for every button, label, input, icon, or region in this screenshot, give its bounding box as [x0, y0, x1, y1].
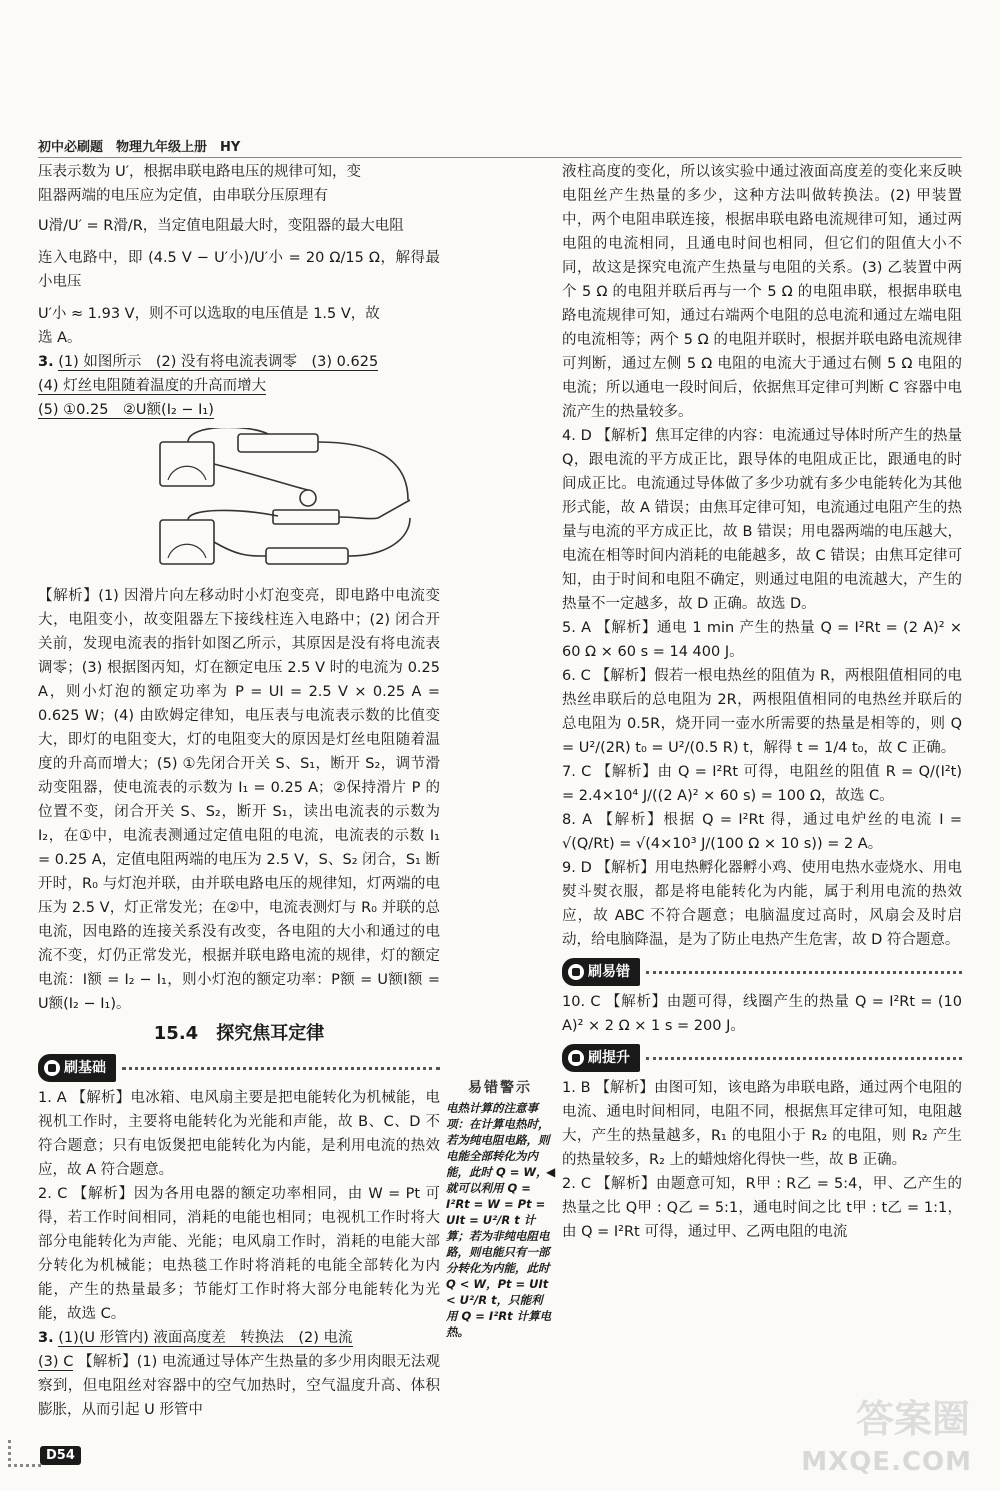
intro-line-1: 压表示数为 U′，根据串联电路电压的规律可知，变 [38, 164, 362, 180]
circuit-diagram-svg [148, 428, 448, 578]
intro-line-4: 连入电路中，即 (4.5 V − U′小)/U′小 = 20 Ω/15 Ω，解得最小电压 [38, 250, 440, 290]
q7: 7. C 【解析】由 Q = I²Rt 可得，电阻丝的阻值 R = Q/(I²t) = 2.4×10⁴ J/((2 A)² × 60 s) = 100 Ω，故选 C。 [562, 764, 962, 804]
up-q2: 2. C 【解析】由题意可知，R甲 : R乙 = 5:4，甲、乙产生的热量之比 Q甲 : Q乙 = 5:1，通电时间之比 t甲 : t乙 = 1:1，由 Q = I²Rt 可得，通过甲、乙两电阻的电流 [562, 1176, 962, 1240]
q3-continued: 液柱高度的变化，所以该实验中通过液面高度差的变化来反映电阻丝产生热量的多少，这种方法叫做转换法。(2) 甲装置中，两个电阻串联连接，根据串联电路电流规律可知，通过两电阻的电流相同，且通电时间也相同，但它们的阻值大小不同，故这是探究电流产生热量与电阻的关系。(3) 乙装置中两个 5 Ω 的电阻并联后再与一个 5 Ω 的电阻串联，根据串联电路电流规律可知，通过右端两个电阻的总电流和通过左端电阻的电流相等；两个 5 Ω 的电阻并联时，根据并联电路电流规律可判断，通过左侧 5 Ω 电阻的电流大于通过右侧 5 Ω 电阻的电流；所以通电一段时间后，依据焦耳定律可判断 C 容器中电流产生的热量较多。 [562, 164, 962, 420]
badge-error-row [562, 958, 962, 986]
header-divider [38, 157, 962, 158]
left-column [38, 160, 440, 1422]
basic-q3-number: 3. [38, 1330, 54, 1346]
q3-answer-line-3: (5) ①0.25 ②U额(I₂ − I₁) [38, 402, 214, 418]
brush-icon [568, 964, 584, 980]
bulb-icon [300, 490, 316, 506]
badge-basic-row [38, 1054, 440, 1082]
q3-answer-line-2: (4) 灯丝电阻随着温度的升高而增大 [38, 378, 267, 394]
corner-dots [8, 1440, 41, 1467]
q4: 4. D 【解析】焦耳定律的内容：电流通过导体时所产生的热量 Q，跟电流的平方成正比，跟导体的电阻成正比，跟通电的时间成正比。电流通过导体做了多少功就有多少电能转化为其他形式能，故 A 错误；由焦耳定律可知，电流通过电阻产生的热量与电流的平方成正比，故 B 错误；用电器两端的电压越大，电流在相等时间内消耗的电能越多，故 C 错误；由焦耳定律可知，由于时间和电阻不确定，则通过电阻的电流越大，产生的热量不一定越多，故 D 正确。故选 D。 [562, 428, 962, 612]
q5: 5. A 【解析】通电 1 min 产生的热量 Q = I²Rt = (2 A)² × 60 Ω × 60 s = 14 400 J。 [562, 620, 962, 660]
q8: 8. A 【解析】根据 Q = I²Rt 得，通过电炉丝的电流 I = √(Q/Rt) = √(4×10³ J/(100 Ω × 10 s)) = 2 A。 [562, 812, 962, 852]
battery-icon [238, 434, 318, 452]
up-q1: 1. B 【解析】由图可知，该电路为串联电路，通过两个电阻的电流、通电时间相同，电阻不同，根据焦耳定律可知，电阻越大，产生的热量越多，R₁ 的电阻小于 R₂ 的电阻，则 R₂ 产生的热量较多，R₂ 上的蜡烛熔化得快一些，故 B 正确。 [562, 1080, 962, 1168]
basic-q1: 1. A 【解析】电冰箱、电风扇主要是把电能转化为机械能，电视机工作时，主要将电能转化为光能和声能，故 B、C、D 不符合题意；只有电饭煲把电能转化为内能，是利用电流的热效应，故 A 符合题意。 [38, 1090, 440, 1178]
q3-number: 3. [38, 354, 54, 370]
tip-title: 易错警示 [468, 1080, 532, 1096]
badge-up [562, 1044, 640, 1072]
q10: 10. C 【解析】由题可得，线圈产生的热量 Q = I²Rt = (10 A)² × 2 Ω × 1 s = 200 J。 [562, 994, 962, 1034]
intro-line-6: 选 A。 [38, 330, 82, 346]
dotted-divider [122, 1067, 440, 1070]
switch-icon [378, 500, 410, 518]
arrow-left-icon: ◀ [546, 1165, 556, 1179]
q3-answer-line-1: (1) 如图所示 (2) 没有将电流表调零 (3) 0.625 [58, 354, 379, 370]
basic-q2: 2. C 【解析】因为各用电器的额定功率相同，由 W = Pt 可得，若工作时间相同，消耗的电能也相同；电视机工作时将大部分电能转化为声能、光能；电风扇工作时，消耗的电能大部分转化为机械能；电热毯工作时将消耗的电能全部转化为内能，产生的热量最多；节能灯工作时将大部分电能转化为光能，故选 C。 [38, 1186, 440, 1322]
watermark-logo: 答案圈 [855, 1397, 970, 1441]
badge-error-label: 刷易错 [588, 964, 630, 980]
basic-q3 [38, 1326, 440, 1422]
q9: 9. D 【解析】用电热孵化器孵小鸡、使用电热水壶烧水、用电熨斗熨衣服，都是将电能转化为内能，属于利用电流的热效应，故 ABC 不符合题意；电脑温度过高时，风扇会及时启动，给电脑降温，是为了防止电热产生危害，故 D 符合题意。 [562, 860, 962, 948]
dotted-divider [646, 971, 962, 974]
q3-analysis: 【解析】(1) 因滑片向左移动时小灯泡变亮，即电路中电流变大，电阻变小，故变阻器左下接线柱连入电路中；(2) 闭合开关前，发现电流表的指针如图乙所示，其原因是没有将电流表调零；(3) 根据图丙知，灯在额定电压 2.5 V 时的电流为 0.25 A，则小灯泡的额定功率为 P = UI = 2.5 V × 0.25 A = 0.625 W；(4) 由欧姆定律知，电压表与电流表示数的比值变大，即灯的电阻变大，灯的电阻变大的原因是灯丝电阻随着温度的升高而增大；(5) ①先闭合开关 S、S₁，断开 S₂，调节滑动变阻器，使电流表的示数为 I₁ = 0.25 A；②保持滑片 P 的位置不变，闭合开关 S、S₂，断开 S₁，读出电流表的示数为 I₂，在①中，电流表测通过定值电阻的电流，电流表的示数 I₁ = 0.25 A，定值电阻两端的电压为 2.5 V，S、S₂ 闭合，S₁ 断开时，R₀ 与灯泡并联，由并联电路电压的规律知，灯两端的电压为 2.5 V，灯正常发光；在②中，电流表测灯与 R₀ 并联的总电流，因电路的连接关系没有改变，各电阻的大小和通过的电流不变，灯仍正常发光，根据并联电路电流的规律，灯的额定电流：I额 = I₂ − I₁，则小灯泡的额定功率：P额 = U额I额 = U额(I₂ − I₁)。 [38, 588, 440, 1012]
badge-basic-label: 刷基础 [64, 1060, 106, 1076]
dotted-divider [646, 1057, 962, 1060]
basic-q3-answer-1: (1)(U 形管内) 液面高度差 转换法 (2) 电流 [58, 1330, 353, 1346]
q6: 6. C 【解析】假若一根电热丝的阻值为 R，两根阻值相同的电热丝串联后的总电阻为 2R，两根阻值相同的电热丝并联后的总电阻为 0.5R，烧开同一壶水所需要的热量是相等的，则 Q = U²/(2R) t₀ = U²/(0.5 R) t，解得 t = 1/4 t₀，故 C 正确。 [562, 668, 962, 756]
circuit-diagram [148, 428, 448, 578]
page-number: D54 [40, 1446, 81, 1465]
basic-q3-answer-2: (3) C [38, 1354, 74, 1370]
intro-line-3: U滑/U′ = R滑/R，当定值电阻最大时，变阻器的最大电阻 [38, 218, 404, 234]
tip-text: 电热计算的注意事项：在计算电热时，若为纯电阻电路，则电能全部转化为内能，此时 Q = W，就可以利用 Q = I²Rt = W = Pt = UIt = U²/R t 计算；若为非纯电阻电路，则电能只有一部分转化为内能，此时 Q < W，Pt = UIt < U²/R t，只能利用 Q = I²Rt 计算电热。 [446, 1101, 552, 1339]
badge-up-row [562, 1044, 962, 1072]
section-title: 15.4 探究焦耳定律 [153, 1023, 325, 1044]
rheostat-icon [266, 548, 348, 564]
badge-basic [38, 1054, 116, 1082]
sidebar-tip [446, 1080, 554, 1340]
badge-up-label: 刷提升 [588, 1050, 630, 1066]
lamp-base-icon [273, 510, 339, 524]
brush-icon [568, 1050, 584, 1066]
right-column [562, 160, 962, 1244]
intro-line-2: 阻器两端的电压应为定值，由串联分压原理有 [38, 188, 328, 204]
intro-line-5: U′小 ≈ 1.93 V，则不可以选取的电压值是 1.5 V，故 [38, 306, 380, 322]
basic-q3-analysis: 【解析】(1) 电流通过导体产生热量的多少用肉眼无法观察到，但电阻丝对容器中的空气加热时，空气温度升高、体积膨胀，从而引起 U 形管中 [38, 1354, 440, 1418]
page-header: 初中必刷题 物理九年级上册 HY [38, 140, 241, 155]
badge-error [562, 958, 640, 986]
watermark-site: MXQE.COM [801, 1447, 972, 1477]
q3-answer [38, 350, 440, 422]
brush-icon [44, 1060, 60, 1076]
